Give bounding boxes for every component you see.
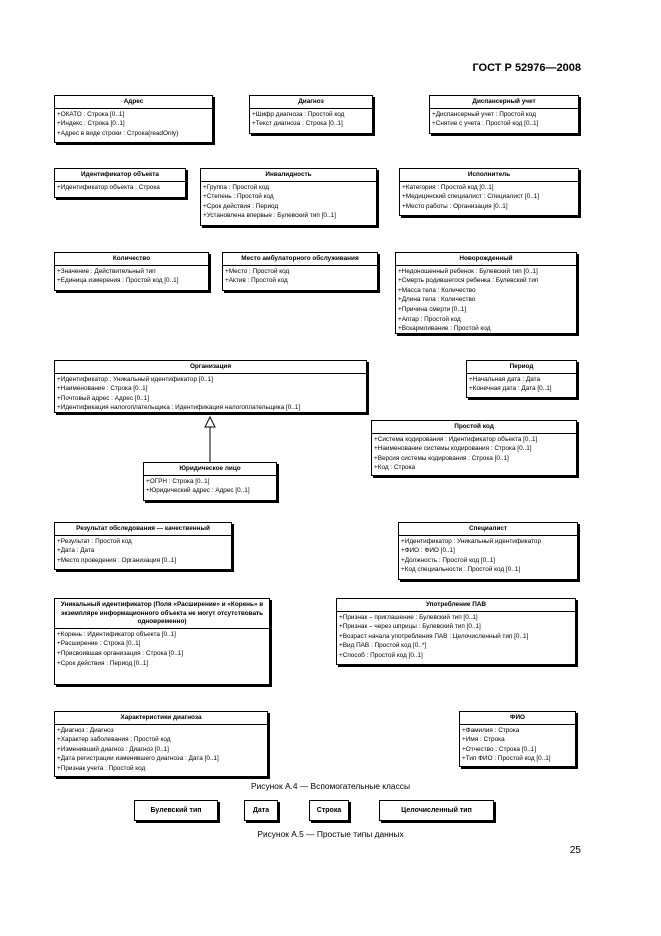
class-attribute: +Вид ПАВ : Простой код [0..*] xyxy=(339,642,427,650)
class-name: Количество xyxy=(55,253,208,266)
class-name: Диспансерный учет xyxy=(430,96,578,109)
class-attribute: +Изменивший диагноз : Диагноз [0..1] xyxy=(57,745,169,753)
class-attribute: +Диагноз : Диагноз xyxy=(57,726,114,734)
class-attribute: +ОКАТО : Строка [0..1] xyxy=(57,110,125,118)
class-attribute: +Характер заболевания : Простой код xyxy=(57,736,171,744)
primitive-date: Дата xyxy=(244,800,278,821)
class-name: Период xyxy=(467,361,576,374)
class-attribute: +Возраст начала употребления ПАВ : Целочисленный тип [0..1] xyxy=(339,632,529,640)
class-name: ФИО xyxy=(460,712,575,725)
class-attribute: +ОГРН : Строка [0..1] xyxy=(146,477,210,485)
class-attribute: +Шифр диагноза : Простой код xyxy=(252,110,345,118)
class-name: Место амбулаторного обслуживания xyxy=(223,253,377,266)
class-attribute: +Срок действия : Период xyxy=(203,202,279,210)
primitive-string: Строка xyxy=(309,800,349,821)
class-attribute: +Почтовый адрес : Адрес [0..1] xyxy=(57,394,150,402)
class-attribute: +Индекс : Строка [0..1] xyxy=(57,120,125,128)
class-attribute: +Тип ФИО : Простой код [0..1] xyxy=(462,755,551,763)
class-attribute: +ФИО : ФИО [0..1] xyxy=(401,547,455,555)
class-attribute: +Имя : Строка xyxy=(462,736,505,744)
class-attribute: +Категория : Простой код [0..1] xyxy=(402,183,494,191)
class-attribute: +Актив : Простой код xyxy=(225,277,288,285)
class-name: Юридическое лицо xyxy=(144,463,276,476)
class-name: Адрес xyxy=(55,96,212,109)
figure-caption-a4: Рисунок А.4 — Вспомогательные классы xyxy=(251,781,410,791)
class-attribute: +Отчество : Строка [0..1] xyxy=(462,745,536,753)
attribute-list xyxy=(460,725,575,765)
class-attribute: +Признак – приглашение : Булевский тип [0..1] xyxy=(339,613,478,621)
class-attribute: +Снятие с учета : Простой код [0..1] xyxy=(432,120,539,128)
class-attribute: +Установлена впервые : Булевский тип [0..1] xyxy=(203,212,336,220)
attribute-list xyxy=(55,536,231,567)
class-attribute: +Код : Строка xyxy=(374,464,416,472)
class-attribute: +Наименование : Строка [0..1] xyxy=(57,385,148,393)
class-attribute: +Смерть родившегося ребенка : Булевский тип xyxy=(398,277,539,285)
class-attribute: +Диспансерный учет : Простой код xyxy=(432,110,536,118)
class-attribute: +Версия системы кодирования : Строка [0..1] xyxy=(374,454,509,462)
class-attribute: +Вскармливание : Простой код xyxy=(398,325,491,333)
attribute-list xyxy=(372,434,576,474)
attribute-list xyxy=(399,536,577,576)
class-fio xyxy=(459,711,576,767)
class-attribute: +Расширение : Строка [0..1] xyxy=(57,640,141,648)
class-name: Исполнитель xyxy=(400,169,578,182)
class-attribute: +Место проведения : Организация [0..1] xyxy=(57,556,177,564)
class-attribute: +Корень : Идентификатор объекта [0..1] xyxy=(57,630,176,638)
class-attribute: +Идентификатор : Уникальный идентификатор [0..1] xyxy=(57,375,213,383)
class-attribute: +Начальная дата : Дата xyxy=(469,375,541,383)
class-attribute: +Адрес в виде строки : Строка{readOnly} xyxy=(57,129,179,137)
class-attribute: +Система кодирования : Идентификатор объекта [0..1] xyxy=(374,435,538,443)
class-attribute: +Признак – через шприцы : Булевский тип [0..1] xyxy=(339,623,481,631)
class-attribute: +Должность : Простой код [0..1] xyxy=(401,556,496,564)
class-exam-result xyxy=(54,522,232,570)
class-name: Употребление ПАВ xyxy=(337,599,575,612)
attribute-list xyxy=(55,725,267,775)
class-attribute: +Значение : Действительный тип xyxy=(57,267,156,275)
class-attribute: +Юридический адрес : Адрес [0..1] xyxy=(146,487,250,495)
class-attribute: +Срок действия : Период [0..1] xyxy=(57,659,149,667)
class-name: Организация xyxy=(55,361,366,374)
class-name: Характеристики диагноза xyxy=(55,712,267,725)
class-attribute: +Степень : Простой код xyxy=(203,193,274,201)
primitive-integer: Целочисленный тип xyxy=(379,800,494,821)
attribute-list xyxy=(55,629,269,669)
class-attribute: +Признак учета : Простой код xyxy=(57,764,146,772)
class-name: Специалист xyxy=(399,523,577,536)
class-name: Уникальный идентификатор (Поля «Расширение» и «Корень» в экземпляре информационного объекта не могут отсутствовать одновременно) xyxy=(55,599,269,629)
class-attribute: +Идентификатор объекта : Строка xyxy=(57,183,160,191)
class-attribute: +Дата регистрации изменившего диагноза : Дата [0..1] xyxy=(57,755,219,763)
class-diag-char xyxy=(54,711,268,777)
class-legal-entity xyxy=(143,462,277,501)
class-attribute: +Причина смерти [0..1] xyxy=(398,305,467,313)
class-pav-use xyxy=(336,598,576,665)
class-attribute: +Способ : Простой код [0..1] xyxy=(339,651,423,659)
class-attribute: +Конечная дата : Дата [0..1] xyxy=(469,385,552,393)
class-simple-code xyxy=(371,420,577,476)
class-name: Новорожденный xyxy=(396,253,576,266)
class-attribute: +Идентификатор : Уникальный идентификатор xyxy=(401,537,542,545)
class-attribute: +Фамилия : Строка xyxy=(462,726,520,734)
class-attribute: +Наименование системы кодирования : Строка [0..1] xyxy=(374,445,532,453)
class-specialist xyxy=(398,522,578,580)
class-attribute: +Присвоившая организация : Строка [0..1] xyxy=(57,649,183,657)
class-name: Инвалидность xyxy=(201,169,376,182)
attribute-list xyxy=(144,476,276,497)
class-attribute: +Апгар : Простой код xyxy=(398,315,461,323)
class-attribute: +Результат : Простой код xyxy=(57,537,132,545)
class-attribute: +Код специальности : Простой код [0..1] xyxy=(401,566,521,574)
class-name: Результат обследования — качественный xyxy=(55,523,231,536)
class-attribute: +Единица измерения : Простой код [0..1] xyxy=(57,277,179,285)
class-attribute: +Место : Простой код xyxy=(225,267,290,275)
class-attribute: +Медицинский специалист : Специалист [0..1] xyxy=(402,193,540,201)
class-attribute: +Длина тела : Количество xyxy=(398,296,476,304)
class-unique-id xyxy=(54,598,270,685)
primitive-boolean: Булевский тип xyxy=(134,800,218,821)
class-attribute: +Масса тела : Количество xyxy=(398,286,476,294)
page-number: 25 xyxy=(569,845,581,856)
class-attribute: +Идентификация налогоплательщика : Идентификация налогоплательщика [0..1] xyxy=(57,404,301,412)
attribute-list xyxy=(337,612,575,662)
class-attribute: +Группа : Простой код xyxy=(203,183,269,191)
class-attribute: +Текст диагноза : Строка [0..1] xyxy=(252,120,343,128)
class-name: Диагноз xyxy=(250,96,372,109)
class-attribute: +Дата : Дата xyxy=(57,547,95,555)
figure-caption-a5: Рисунок А.5 — Простые типы данных xyxy=(257,829,404,839)
standard-header: ГОСТ Р 52976—2008 xyxy=(472,62,581,74)
class-attribute: +Недоношенный ребенок : Булевский тип [0..1] xyxy=(398,267,538,275)
class-name: Простой код xyxy=(372,421,576,434)
class-attribute: +Место работы : Организация [0..1] xyxy=(402,202,508,210)
class-name: Идентификатор объекта xyxy=(55,169,185,182)
